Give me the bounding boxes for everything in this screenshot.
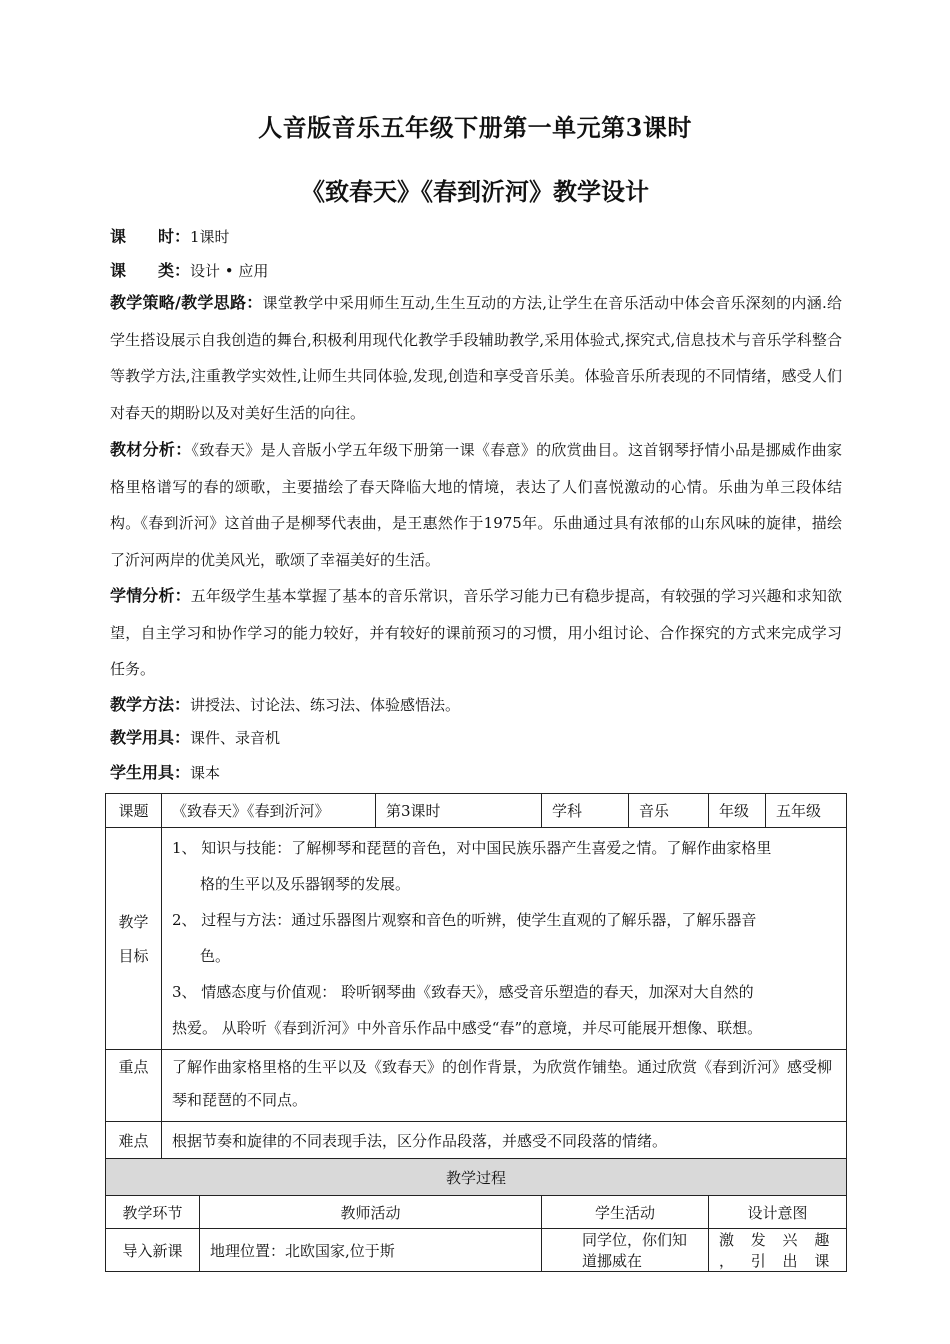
student-cell: 同学位，你们知道挪威在 [542,1229,709,1272]
topic-value: 《致春天》《春到沂河》 [162,794,376,828]
goal-item: 色。 [200,947,231,965]
lesson-type-value: 设计 • 应用 [190,262,269,280]
document-title: 人音版音乐五年级下册第一单元第3课时 [258,113,692,142]
strategy-section [110,285,842,431]
subject-label: 学科 [542,794,629,828]
student-analysis-label: 学情分析： [110,586,191,605]
table-row [106,1196,847,1229]
method-section [110,687,842,724]
key-point-text: 了解作曲家格里格的生平以及《致春天》的创作背景，为欣赏作铺垫。通过欣赏《春到沂河》感受柳琴和琵琶的不同点。 [162,1050,847,1122]
material-text: 《致春天》是人音版小学五年级下册第一课《春意》的欣赏曲目。这首钢琴抒情小品是挪威作曲家格里格谱写的春的颂歌，主要描绘了春天降临大地的情境，表达了人们喜悦激动的心情。乐曲为单三段体结构。《春到沂河》这首曲子是柳琴代表曲，是王惠然作于1975年。乐曲通过具有浓郁的山东风味的旋律，描绘了沂河两岸的优美风光，歌颂了幸福美好的生活。 [110,441,842,569]
tools-section [110,720,842,757]
student-analysis-section [110,578,842,688]
lesson-type-label: 课 类： [110,261,191,280]
table-row [106,828,847,1050]
table-row [106,1122,847,1159]
process-header: 教学过程 [106,1159,847,1196]
intent-cell: 激 发 兴 趣 ， 引 出 课 [709,1229,847,1272]
stage-cell: 导入新课 [106,1229,200,1272]
method-label: 教学方法： [110,695,191,714]
strategy-label: 教学策略/教学思路： [110,293,263,312]
lesson-time [110,227,230,247]
col-teacher-header: 教师活动 [200,1196,542,1229]
material-label: 教材分析： [110,440,192,459]
table-row [106,794,847,828]
grade-value: 五年级 [766,794,847,828]
student-tools-text: 课本 [190,764,221,782]
topic-label: 课题 [106,794,162,828]
key-point-label: 重点 [106,1050,162,1122]
table-row [106,1050,847,1122]
material-section [110,432,842,578]
grade-label: 年级 [709,794,766,828]
method-text: 讲授法、讨论法、练习法、体验感悟法。 [190,696,461,714]
col-stage-header: 教学环节 [106,1196,200,1229]
student-tools-label: 学生用具： [110,763,191,782]
goals-label: 教学目标 [106,828,162,1050]
tools-text: 课件、录音机 [190,729,281,747]
period-value: 第3课时 [376,794,542,828]
col-student-header: 学生活动 [542,1196,709,1229]
teacher-cell: 地理位置：北欧国家,位于斯 [200,1229,542,1272]
tools-label: 教学用具： [110,728,191,747]
document-subtitle: 《致春天》《春到沂河》教学设计 [301,177,649,206]
student-tools-section [110,755,842,792]
goal-item: 2、 过程与方法：通过乐器图片观察和音色的听辨，使学生直观的了解乐器，了解乐器音 [172,911,757,929]
student-analysis-text: 五年级学生基本掌握了基本的音乐常识，音乐学习能力已有稳步提高，有较强的学习兴趣和求知欲望，自主学习和协作学习的能力较好，并有较好的课前预习的习惯，用小组讨论、合作探究的方式来完成学习任务。 [110,587,842,678]
col-intent-header: 设计意图 [709,1196,847,1229]
goals-content [162,828,847,1050]
table-row [106,1159,847,1196]
lesson-type [110,261,268,281]
difficulty-text: 根据节奏和旋律的不同表现手法，区分作品段落，并感受不同段落的情绪。 [162,1122,847,1159]
lesson-time-label: 课 时： [110,227,191,246]
lesson-table [105,793,847,1272]
goal-item: 3、 情感态度与价值观： 聆听钢琴曲《致春天》，感受音乐塑造的春天，加深对大自然的 [172,983,754,1001]
subject-value: 音乐 [629,794,709,828]
difficulty-label: 难点 [106,1122,162,1159]
table-row [106,1229,847,1272]
goal-item: 格的生平以及乐器钢琴的发展。 [200,875,411,893]
strategy-text: 课堂教学中采用师生互动,生生互动的方法,让学生在音乐活动中体会音乐深刻的内涵.给学生搭设展示自我创造的舞台,积极利用现代化教学手段辅助教学,采用体验式,探究式,信息技术与音乐学科整合等教学方法,注重教学实效性,让师生共同体验,发现,创造和享受音乐美。体验音乐所表现的不同情绪，感受人们对春天的期盼以及对美好生活的向往。 [110,294,842,422]
goal-item: 1、 知识与技能：了解柳琴和琵琶的音色，对中国民族乐器产生喜爱之情。了解作曲家格里 [172,839,772,857]
goal-item: 热爱。 从聆听《春到沂河》中外音乐作品中感受“春”的意境，并尽可能展开想像、联想。 [172,1019,763,1037]
lesson-time-value: 1课时 [190,228,230,246]
